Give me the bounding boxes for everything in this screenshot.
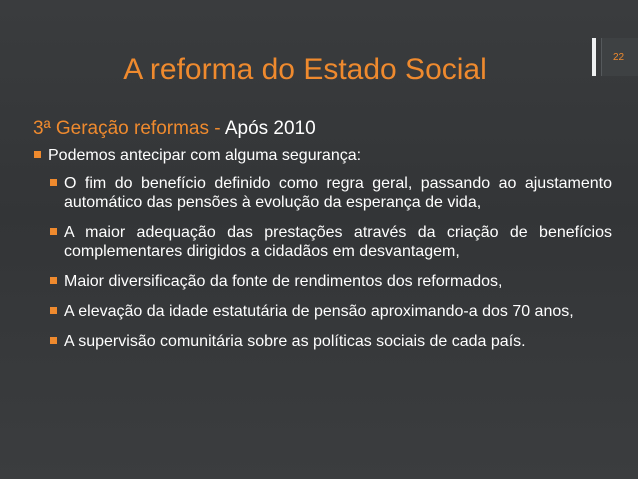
subtitle-generation: 3ª Geração reformas - [33, 118, 225, 139]
level1-bullet [34, 146, 612, 165]
square-bullet-icon [34, 151, 41, 158]
square-bullet-icon [50, 277, 57, 284]
list-item-text: A supervisão comunitária sobre as políticas sociais de cada país. [64, 333, 526, 350]
level1-text: Podemos antecipar com alguma segurança: [48, 147, 362, 164]
page-number-box [592, 38, 638, 76]
slide-title: A reforma do Estado Social [123, 53, 487, 86]
page-marker-bar [592, 38, 596, 76]
slide-subtitle [33, 117, 316, 141]
list-item-text: A elevação da idade estatutária de pensão aproximando-a dos 70 anos, [64, 303, 574, 320]
square-bullet-icon [50, 307, 57, 314]
list-item-text: O fim do benefício definido como regra geral, passando ao ajustamento automático das pensões à evolução da esperança de vida, [64, 175, 612, 211]
list-item-text: Maior diversificação da fonte de rendimentos dos reformados, [64, 273, 503, 290]
square-bullet-icon [50, 179, 57, 186]
list-item-text: A maior adequação das prestações através da criação de benefícios complementares dirigidos a cidadãos em desvantagem, [64, 224, 612, 260]
square-bullet-icon [50, 337, 57, 344]
list-item [50, 332, 612, 351]
page-number: 22 [613, 52, 625, 63]
list-item [50, 302, 612, 321]
slide-content [34, 146, 612, 362]
subtitle-period: Após 2010 [224, 118, 316, 139]
list-item [50, 272, 612, 291]
list-item [50, 223, 612, 261]
list-item [50, 174, 612, 212]
square-bullet-icon [50, 228, 57, 235]
